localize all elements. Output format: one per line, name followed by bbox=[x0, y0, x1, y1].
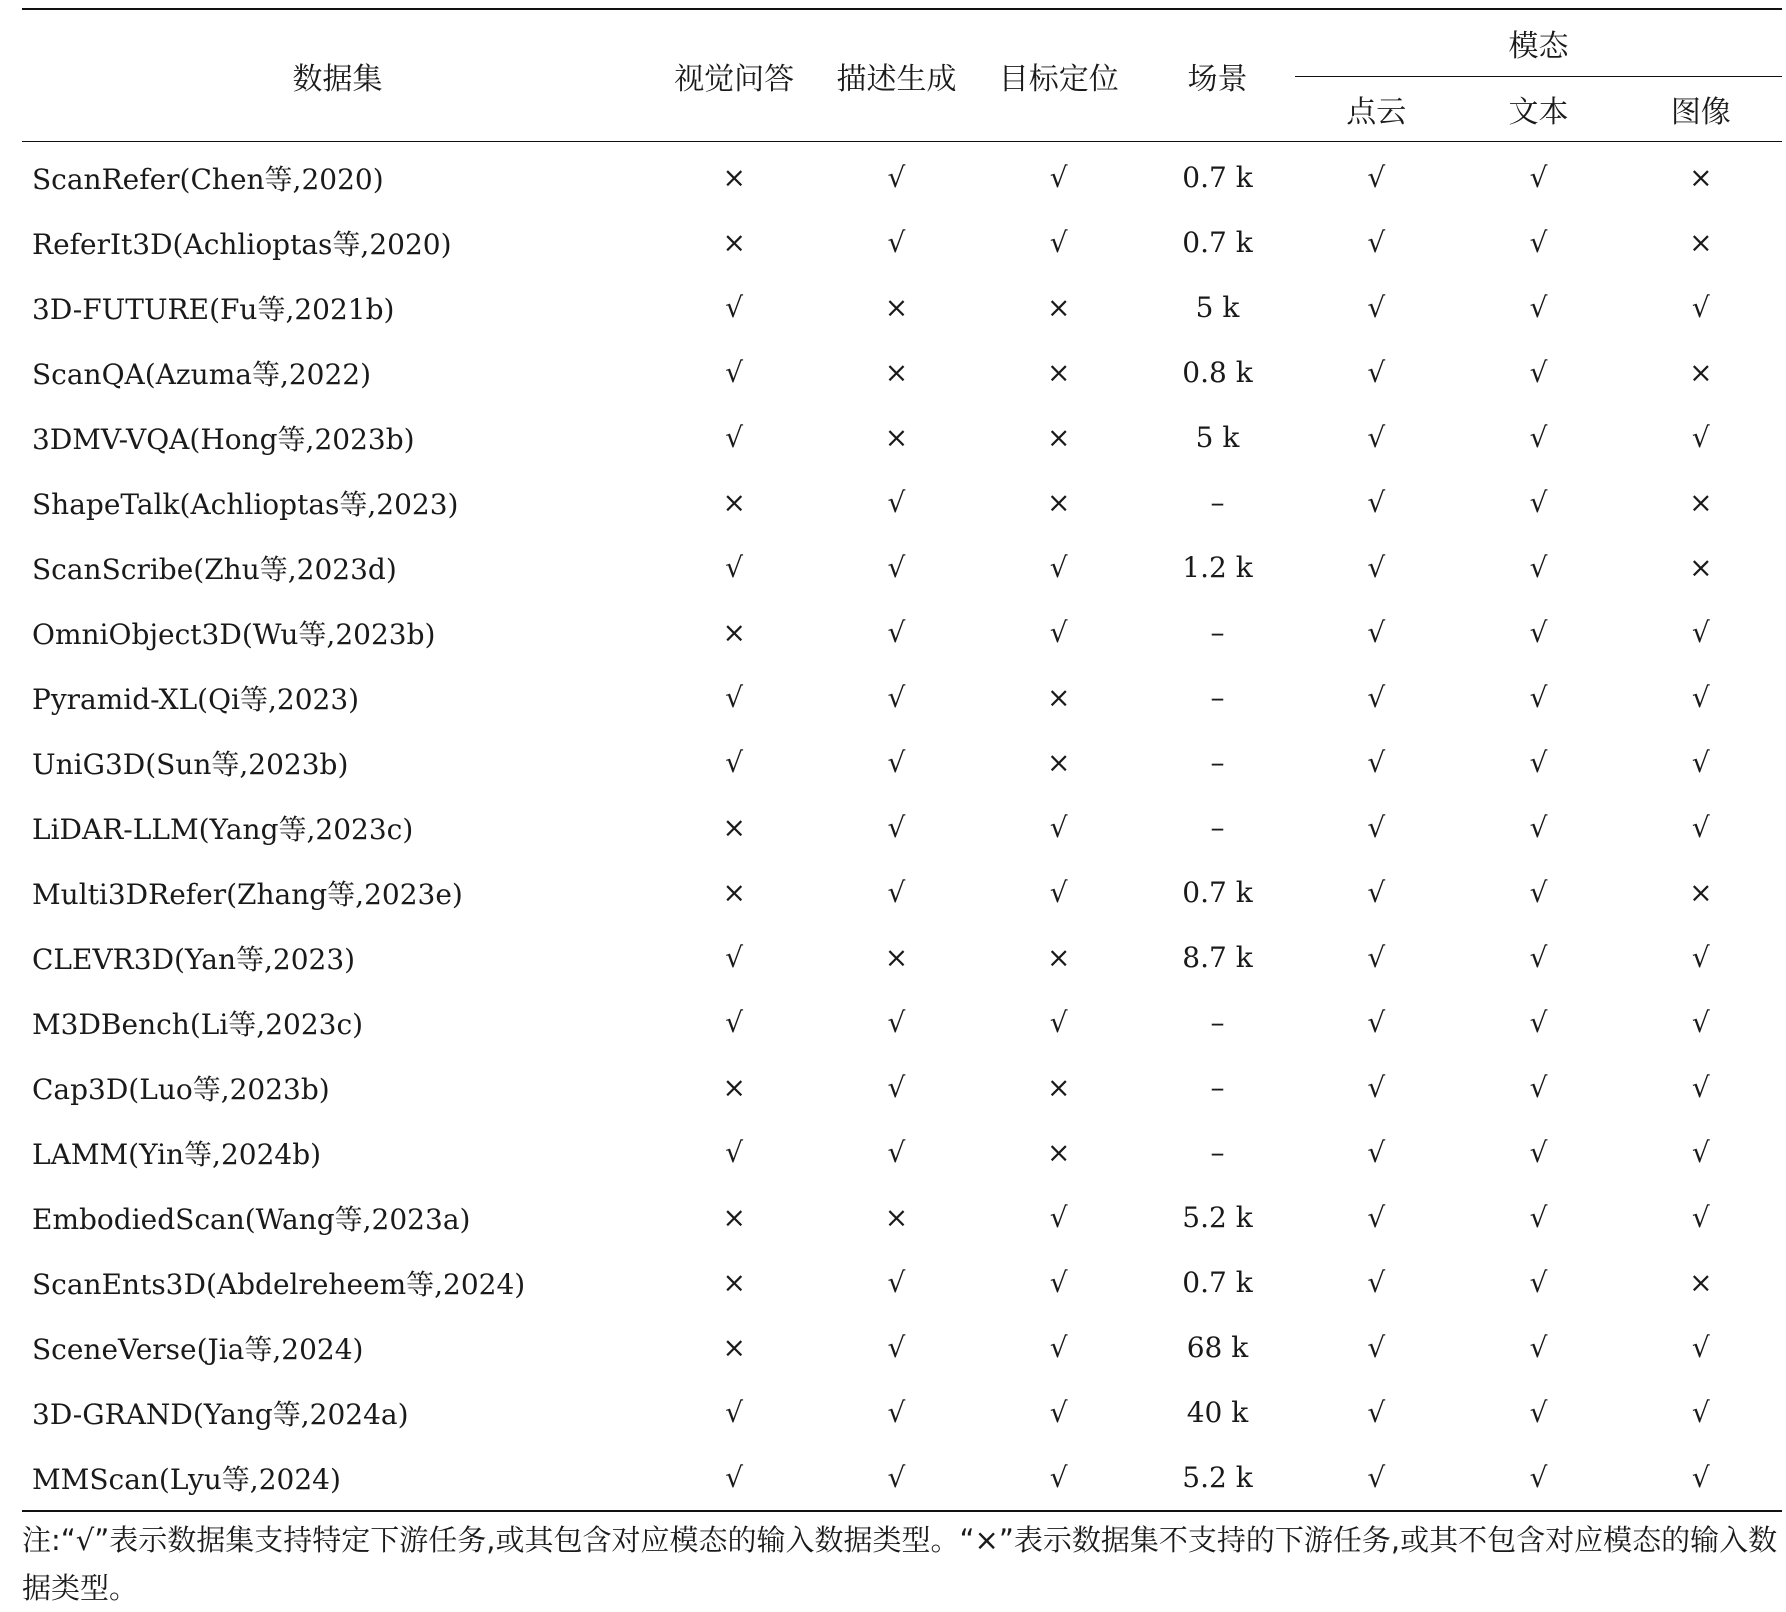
scene-count-cell: 0.7 k bbox=[1182, 1266, 1253, 1299]
table-row bbox=[22, 1055, 1782, 1120]
text-cell: √ bbox=[1529, 1266, 1548, 1299]
grounding-cell: √ bbox=[1049, 226, 1068, 259]
caption-cell: √ bbox=[887, 746, 906, 779]
caption-cell: √ bbox=[887, 1136, 906, 1169]
dataset-name-cell: OmniObject3D(Wu等,2023b) bbox=[32, 617, 436, 651]
table-row bbox=[22, 925, 1782, 990]
text-cell: √ bbox=[1529, 291, 1548, 324]
dataset-name-cell: LAMM(Yin等,2024b) bbox=[32, 1137, 322, 1171]
header-grounding: 目标定位 bbox=[978, 9, 1140, 142]
image-cell: √ bbox=[1691, 681, 1710, 714]
scene-count-cell: – bbox=[1210, 1071, 1225, 1104]
table-header bbox=[22, 9, 1782, 142]
dataset-name-cell: Cap3D(Luo等,2023b) bbox=[32, 1072, 330, 1106]
text-cell: √ bbox=[1529, 811, 1548, 844]
caption-cell: √ bbox=[887, 1071, 906, 1104]
pointcloud-cell: √ bbox=[1367, 616, 1386, 649]
table-row bbox=[22, 535, 1782, 600]
grounding-cell: √ bbox=[1049, 1396, 1068, 1429]
grounding-cell: × bbox=[1046, 291, 1071, 324]
caption-cell: × bbox=[884, 356, 909, 389]
dataset-name-cell: ScanQA(Azuma等,2022) bbox=[32, 357, 372, 391]
table-row bbox=[22, 1250, 1782, 1315]
text-cell: √ bbox=[1529, 746, 1548, 779]
grounding-cell: √ bbox=[1049, 616, 1068, 649]
text-cell: √ bbox=[1529, 1071, 1548, 1104]
dataset-name-cell: ShapeTalk(Achlioptas等,2023) bbox=[32, 487, 459, 521]
text-cell: √ bbox=[1529, 161, 1548, 194]
dataset-name-cell: MMScan(Lyu等,2024) bbox=[22, 1445, 653, 1511]
pointcloud-cell: √ bbox=[1367, 356, 1386, 389]
caption-cell: × bbox=[884, 291, 909, 324]
scene-count-cell: 0.8 k bbox=[1182, 356, 1253, 389]
dataset-name-cell: 3D-GRAND(Yang等,2024a) bbox=[32, 1397, 409, 1431]
caption-cell: √ bbox=[815, 1445, 977, 1511]
caption-cell: √ bbox=[887, 876, 906, 909]
text-cell: √ bbox=[1529, 551, 1548, 584]
image-cell: × bbox=[1689, 551, 1713, 584]
image-cell: × bbox=[1689, 876, 1713, 909]
table-row bbox=[22, 470, 1782, 535]
vqa-cell: √ bbox=[653, 1445, 815, 1511]
caption-cell: × bbox=[884, 1201, 909, 1234]
dataset-name-cell: SceneVerse(Jia等,2024) bbox=[32, 1332, 364, 1366]
scene-count-cell: – bbox=[1210, 616, 1225, 649]
grounding-cell: √ bbox=[1049, 811, 1068, 844]
scene-count-cell: 68 k bbox=[1186, 1331, 1249, 1364]
image-cell: × bbox=[1689, 226, 1713, 259]
scene-count-cell: 5 k bbox=[1195, 421, 1240, 454]
grounding-cell: √ bbox=[1049, 1006, 1068, 1039]
table-row bbox=[22, 795, 1782, 860]
text-cell: √ bbox=[1529, 486, 1548, 519]
text-cell: √ bbox=[1529, 1396, 1548, 1429]
caption-cell: √ bbox=[887, 226, 906, 259]
scene-count-cell: 0.7 k bbox=[1182, 876, 1253, 909]
vqa-cell: √ bbox=[725, 291, 744, 324]
grounding-cell: × bbox=[1046, 356, 1071, 389]
pointcloud-cell: √ bbox=[1367, 226, 1386, 259]
grounding-cell: √ bbox=[978, 1445, 1140, 1511]
grounding-cell: √ bbox=[1049, 1201, 1068, 1234]
dataset-name-cell: EmbodiedScan(Wang等,2023a) bbox=[32, 1202, 471, 1236]
vqa-cell: × bbox=[722, 876, 746, 909]
table-row bbox=[22, 990, 1782, 1055]
text-cell: √ bbox=[1529, 1201, 1548, 1234]
pointcloud-cell: √ bbox=[1367, 811, 1386, 844]
header-modality: 模态 bbox=[1295, 9, 1782, 77]
dataset-name-cell: ScanScribe(Zhu等,2023d) bbox=[32, 552, 397, 586]
text-cell: √ bbox=[1457, 1445, 1619, 1511]
dataset-name-cell: Multi3DRefer(Zhang等,2023e) bbox=[32, 877, 463, 911]
vqa-cell: × bbox=[722, 1071, 746, 1104]
dataset-name-cell: ScanEnts3D(Abdelreheem等,2024) bbox=[32, 1267, 526, 1301]
image-cell: × bbox=[1689, 486, 1713, 519]
scene-count-cell: 5.2 k bbox=[1140, 1445, 1295, 1511]
table-row bbox=[22, 1445, 1782, 1511]
text-cell: √ bbox=[1529, 876, 1548, 909]
scene-count-cell: 0.7 k bbox=[1182, 161, 1253, 194]
grounding-cell: × bbox=[1046, 1136, 1071, 1169]
header-text: 文本 bbox=[1457, 77, 1619, 142]
grounding-cell: √ bbox=[1049, 551, 1068, 584]
pointcloud-cell: √ bbox=[1367, 1331, 1386, 1364]
caption-cell: √ bbox=[887, 616, 906, 649]
scene-count-cell: – bbox=[1210, 746, 1225, 779]
image-cell: √ bbox=[1691, 616, 1710, 649]
table-row bbox=[22, 340, 1782, 405]
table-note: 注:“√”表示数据集支持特定下游任务,或其包含对应模态的输入数据类型。“×”表示数据集不支持的下游任务,或其不包含对应模态的输入数据类型。 bbox=[22, 1523, 1778, 1605]
vqa-cell: √ bbox=[725, 551, 744, 584]
table-row bbox=[22, 1315, 1782, 1380]
table-body bbox=[22, 142, 1782, 1512]
image-cell: √ bbox=[1691, 746, 1710, 779]
caption-cell: √ bbox=[887, 161, 906, 194]
image-cell: √ bbox=[1691, 1331, 1710, 1364]
image-cell: × bbox=[1689, 161, 1713, 194]
vqa-cell: √ bbox=[725, 941, 744, 974]
scene-count-cell: – bbox=[1210, 486, 1225, 519]
pointcloud-cell: √ bbox=[1367, 941, 1386, 974]
image-cell: √ bbox=[1691, 1201, 1710, 1234]
vqa-cell: √ bbox=[725, 421, 744, 454]
scene-count-cell: 0.7 k bbox=[1182, 226, 1253, 259]
pointcloud-cell: √ bbox=[1367, 1396, 1386, 1429]
vqa-cell: × bbox=[722, 1266, 746, 1299]
header-vqa: 视觉问答 bbox=[653, 9, 815, 142]
pointcloud-cell: √ bbox=[1367, 1136, 1386, 1169]
vqa-cell: √ bbox=[725, 1396, 744, 1429]
pointcloud-cell: √ bbox=[1367, 1201, 1386, 1234]
text-cell: √ bbox=[1529, 421, 1548, 454]
text-cell: √ bbox=[1529, 1006, 1548, 1039]
grounding-cell: √ bbox=[1049, 1331, 1068, 1364]
grounding-cell: × bbox=[1046, 486, 1071, 519]
pointcloud-cell: √ bbox=[1367, 291, 1386, 324]
vqa-cell: × bbox=[722, 811, 746, 844]
scene-count-cell: 1.2 k bbox=[1182, 551, 1253, 584]
scene-count-cell: – bbox=[1210, 1136, 1225, 1169]
scene-count-cell: – bbox=[1210, 1006, 1225, 1039]
header-pointcloud: 点云 bbox=[1295, 77, 1457, 142]
grounding-cell: × bbox=[1046, 681, 1071, 714]
dataset-name-cell: ScanRefer(Chen等,2020) bbox=[32, 162, 384, 196]
vqa-cell: √ bbox=[725, 681, 744, 714]
image-cell: √ bbox=[1691, 421, 1710, 454]
caption-cell: √ bbox=[887, 811, 906, 844]
table-row bbox=[22, 730, 1782, 795]
text-cell: √ bbox=[1529, 356, 1548, 389]
dataset-name-cell: 3D-FUTURE(Fu等,2021b) bbox=[32, 292, 395, 326]
text-cell: √ bbox=[1529, 1331, 1548, 1364]
table-row bbox=[22, 600, 1782, 665]
vqa-cell: √ bbox=[725, 356, 744, 389]
header-image: 图像 bbox=[1620, 77, 1782, 142]
caption-cell: √ bbox=[887, 551, 906, 584]
vqa-cell: × bbox=[722, 226, 746, 259]
caption-cell: √ bbox=[887, 1396, 906, 1429]
vqa-cell: × bbox=[722, 161, 746, 194]
table-row bbox=[22, 860, 1782, 925]
dataset-comparison-table bbox=[22, 8, 1782, 1512]
table-row bbox=[22, 665, 1782, 730]
table-row bbox=[22, 1185, 1782, 1250]
grounding-cell: × bbox=[1046, 1071, 1071, 1104]
header-caption: 描述生成 bbox=[815, 9, 977, 142]
vqa-cell: × bbox=[722, 1331, 746, 1364]
grounding-cell: √ bbox=[1049, 161, 1068, 194]
vqa-cell: × bbox=[722, 616, 746, 649]
grounding-cell: × bbox=[1046, 421, 1071, 454]
image-cell: √ bbox=[1691, 1071, 1710, 1104]
text-cell: √ bbox=[1529, 226, 1548, 259]
scene-count-cell: 5 k bbox=[1195, 291, 1240, 324]
dataset-name-cell: 3DMV-VQA(Hong等,2023b) bbox=[32, 422, 415, 456]
table-row bbox=[22, 142, 1782, 211]
pointcloud-cell: √ bbox=[1295, 1445, 1457, 1511]
caption-cell: √ bbox=[887, 681, 906, 714]
image-cell: √ bbox=[1691, 291, 1710, 324]
vqa-cell: × bbox=[722, 1201, 746, 1234]
vqa-cell: √ bbox=[725, 1136, 744, 1169]
caption-cell: √ bbox=[887, 1331, 906, 1364]
pointcloud-cell: √ bbox=[1367, 551, 1386, 584]
scene-count-cell: 8.7 k bbox=[1182, 941, 1253, 974]
table-row bbox=[22, 210, 1782, 275]
text-cell: √ bbox=[1529, 681, 1548, 714]
caption-cell: × bbox=[884, 941, 909, 974]
vqa-cell: × bbox=[722, 486, 746, 519]
image-cell: × bbox=[1689, 1266, 1713, 1299]
table-row bbox=[22, 405, 1782, 470]
dataset-name-cell: UniG3D(Sun等,2023b) bbox=[32, 747, 349, 781]
pointcloud-cell: √ bbox=[1367, 1071, 1386, 1104]
pointcloud-cell: √ bbox=[1367, 876, 1386, 909]
scene-count-cell: – bbox=[1210, 811, 1225, 844]
dataset-name-cell: CLEVR3D(Yan等,2023) bbox=[32, 942, 356, 976]
pointcloud-cell: √ bbox=[1367, 681, 1386, 714]
grounding-cell: × bbox=[1046, 941, 1071, 974]
image-cell: √ bbox=[1691, 1136, 1710, 1169]
text-cell: √ bbox=[1529, 941, 1548, 974]
table-row bbox=[22, 1120, 1782, 1185]
grounding-cell: √ bbox=[1049, 1266, 1068, 1299]
dataset-name-cell: Pyramid-XL(Qi等,2023) bbox=[32, 682, 360, 716]
pointcloud-cell: √ bbox=[1367, 486, 1386, 519]
text-cell: √ bbox=[1529, 616, 1548, 649]
grounding-cell: × bbox=[1046, 746, 1071, 779]
text-cell: √ bbox=[1529, 1136, 1548, 1169]
grounding-cell: √ bbox=[1049, 876, 1068, 909]
image-cell: × bbox=[1689, 356, 1713, 389]
caption-cell: √ bbox=[887, 1266, 906, 1299]
image-cell: √ bbox=[1691, 811, 1710, 844]
header-scene: 场景 bbox=[1140, 9, 1295, 142]
dataset-name-cell: LiDAR-LLM(Yang等,2023c) bbox=[32, 812, 414, 846]
pointcloud-cell: √ bbox=[1367, 1006, 1386, 1039]
dataset-comparison-table-wrapper bbox=[22, 8, 1782, 1512]
pointcloud-cell: √ bbox=[1367, 746, 1386, 779]
header-dataset: 数据集 bbox=[22, 9, 653, 142]
image-cell: √ bbox=[1691, 941, 1710, 974]
vqa-cell: √ bbox=[725, 1006, 744, 1039]
image-cell: √ bbox=[1691, 1396, 1710, 1429]
vqa-cell: √ bbox=[725, 746, 744, 779]
caption-cell: √ bbox=[887, 486, 906, 519]
image-cell: √ bbox=[1691, 1006, 1710, 1039]
dataset-name-cell: M3DBench(Li等,2023c) bbox=[32, 1007, 364, 1041]
table-row bbox=[22, 1380, 1782, 1445]
scene-count-cell: 5.2 k bbox=[1182, 1201, 1253, 1234]
image-cell: √ bbox=[1620, 1445, 1782, 1511]
dataset-name-cell: ReferIt3D(Achlioptas等,2020) bbox=[32, 227, 452, 261]
caption-cell: × bbox=[884, 421, 909, 454]
pointcloud-cell: √ bbox=[1367, 1266, 1386, 1299]
caption-cell: √ bbox=[887, 1006, 906, 1039]
scene-count-cell: – bbox=[1210, 681, 1225, 714]
pointcloud-cell: √ bbox=[1367, 421, 1386, 454]
scene-count-cell: 40 k bbox=[1186, 1396, 1249, 1429]
table-row bbox=[22, 275, 1782, 340]
pointcloud-cell: √ bbox=[1367, 161, 1386, 194]
